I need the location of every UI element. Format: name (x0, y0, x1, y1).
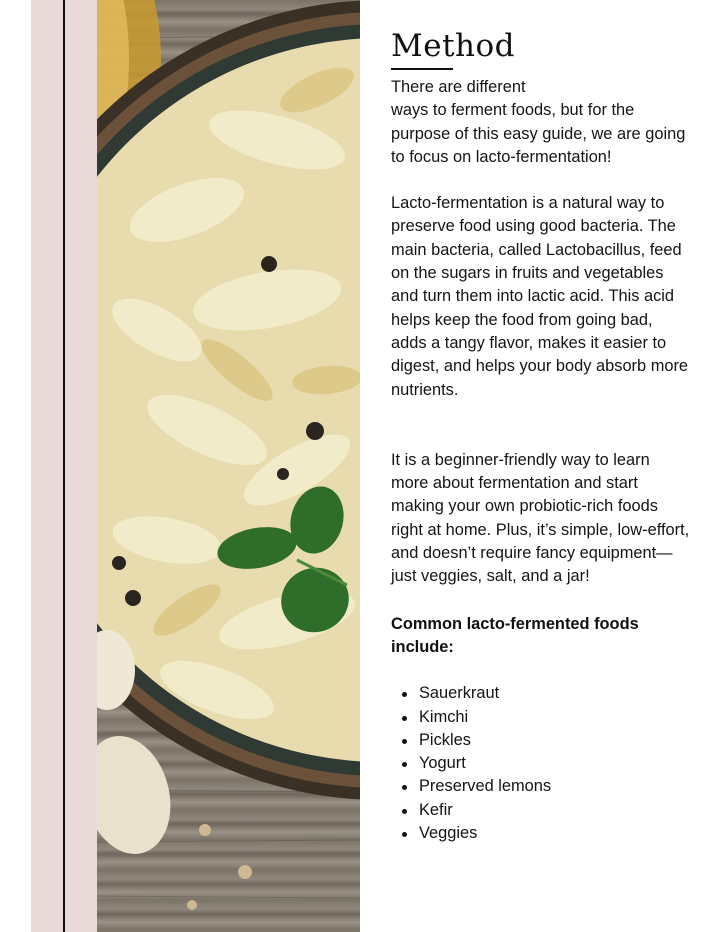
beginner-paragraph: It is a beginner-friendly way to learn more about fermentation and start making your own probiotic-rich foods right at home. Plus, it’s simple, low-effort, and doesn’t require fancy equipment—just veggies, salt, and a jar! (391, 450, 690, 586)
list-item: Kefir (399, 799, 691, 822)
list-item: Yogurt (399, 752, 691, 775)
list-item: Kimchi (399, 706, 691, 729)
intro-paragraph (391, 76, 691, 169)
food-illustration (97, 0, 360, 932)
title-underline (391, 68, 453, 70)
list-item: Sauerkraut (399, 682, 691, 705)
list-item: Preserved lemons (399, 775, 691, 798)
list-item: Pickles (399, 729, 691, 752)
lacto-fermentation-paragraph: Lacto-fermentation is a natural way to preserve food using good bacteria. The main bacteria, called Lactobacillus, feed on the sugars in fruits and vegetables and turn them into lactic acid. This acid helps keep the food from going bad, adds a tangy flavor, makes it easier to digest, and helps your body absorb more nutrients. (391, 194, 689, 399)
food-list-heading: Common lacto-fermented foods include: (391, 614, 639, 656)
page-title: Method (391, 28, 516, 64)
decorative-vertical-line (63, 0, 65, 932)
list-item: Veggies (399, 822, 691, 845)
sauerkraut-bowl-photo (97, 0, 360, 932)
method-content (391, 28, 691, 845)
food-list (391, 682, 691, 845)
intro-paragraph-text: There are different ways to ferment foods, but for the purpose of this easy guide, we are going to focus on lacto-fermentation! (391, 78, 686, 166)
